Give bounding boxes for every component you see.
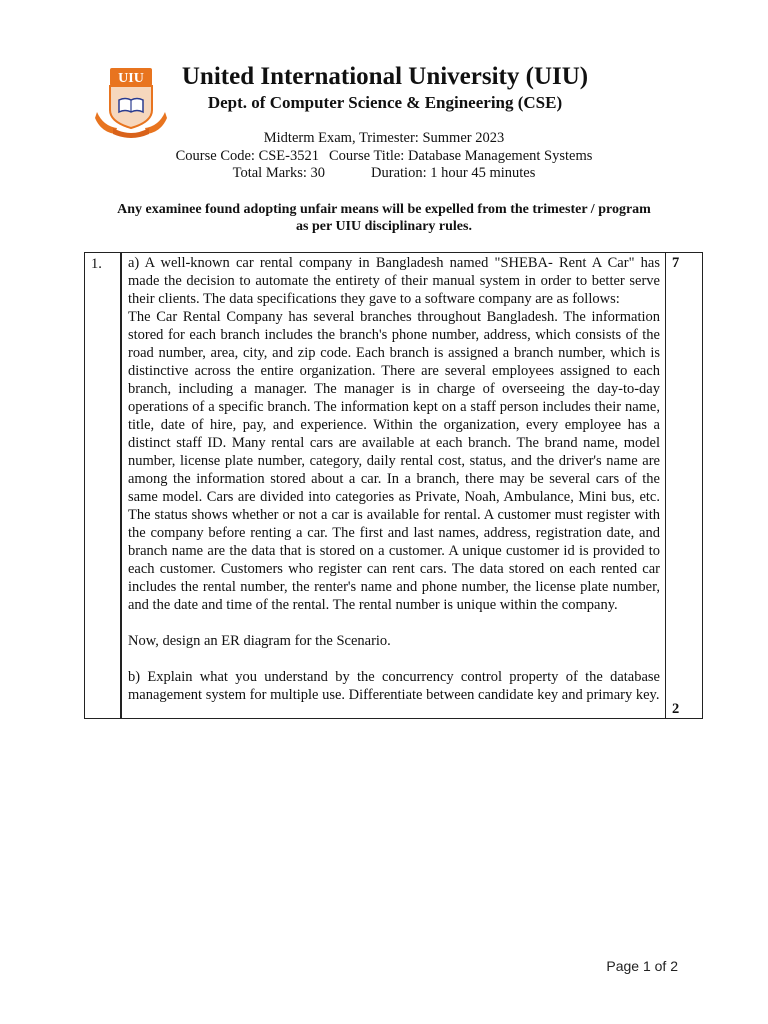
part-a-task: Now, design an ER diagram for the Scenario. <box>128 633 391 649</box>
course-info-line <box>120 147 648 165</box>
university-name: United International University (UIU) <box>181 63 589 90</box>
course-code: Course Code: CSE-3521 <box>175 148 319 164</box>
warning-line-2: as per UIU disciplinary rules. <box>296 219 472 234</box>
page-number: Page 1 of 2 <box>606 958 678 974</box>
course-title: Course Title: Database Management Systems <box>329 148 593 164</box>
part-b: b) Explain what you understand by the concurrency control property of the database management system for multiple use. Differentiate between candidate key and primary key. <box>128 669 660 703</box>
logo-text: UIU <box>118 71 144 86</box>
exam-title: Midterm Exam, Trimester: Summer 2023 <box>263 130 505 146</box>
university-logo <box>93 66 169 138</box>
question-body <box>121 253 666 719</box>
marks-column <box>666 253 703 719</box>
marks-part-b: 2 <box>672 701 680 717</box>
warning-line-1: Any examinee found adopting unfair means will be expelled from the trimester / program <box>117 202 651 217</box>
total-marks: Total Marks: 30 <box>232 165 326 181</box>
duration: Duration: 1 hour 45 minutes <box>371 165 536 181</box>
question-table <box>84 252 703 719</box>
question-row <box>85 253 703 719</box>
department-name: Dept. of Computer Science & Engineering (CSE) <box>207 93 563 112</box>
marks-duration-line <box>120 164 648 182</box>
part-a-intro: a) A well-known car rental company in Bangladesh named "SHEBA- Rent A Car" has made the decision to automate the entirety of their manual system in order to better serve their clients. The data specifications they gave to a software company are as follows: <box>128 255 660 307</box>
question-number: 1. <box>85 253 122 719</box>
uiu-emblem-icon <box>93 66 169 138</box>
marks-part-a: 7 <box>672 255 680 271</box>
part-a-scenario: The Car Rental Company has several branches throughout Bangladesh. The information stored for each branch includes the branch's phone number, address, which consists of the road number, area, city, and zip code. Each branch is assigned a branch number, which is distinctive across the entire organization. There are several employees assigned to each branch, including a manager. The manager is in charge of overseeing the day-to-day operations of a specific branch. The information kept on a staff person includes their name, title, date of hire, pay, and experience. Within the organization, every employee has a distinct staff ID. Many rental cars are available at each branch. The brand name, model number, license plate number, category, daily rental cost, status, and the driver's name are among the information stored about a car. In a branch, there may be several cars of the same model. Cars are divided into categories as Private, Noah, Ambulance, Mini bus, etc. The status shows whether or not a car is available for rental. A customer must register with the company before renting a car. The first and last names, address, registration date, and branch name are the data that is stored on a customer. A unique customer id is provided to each customer. Customers who register can rent cars. The data stored on each rented car includes the rental number, the renter's name and phone number, the license plate number, and the date and time of the rental. The rental number is unique within the company. <box>128 309 660 613</box>
